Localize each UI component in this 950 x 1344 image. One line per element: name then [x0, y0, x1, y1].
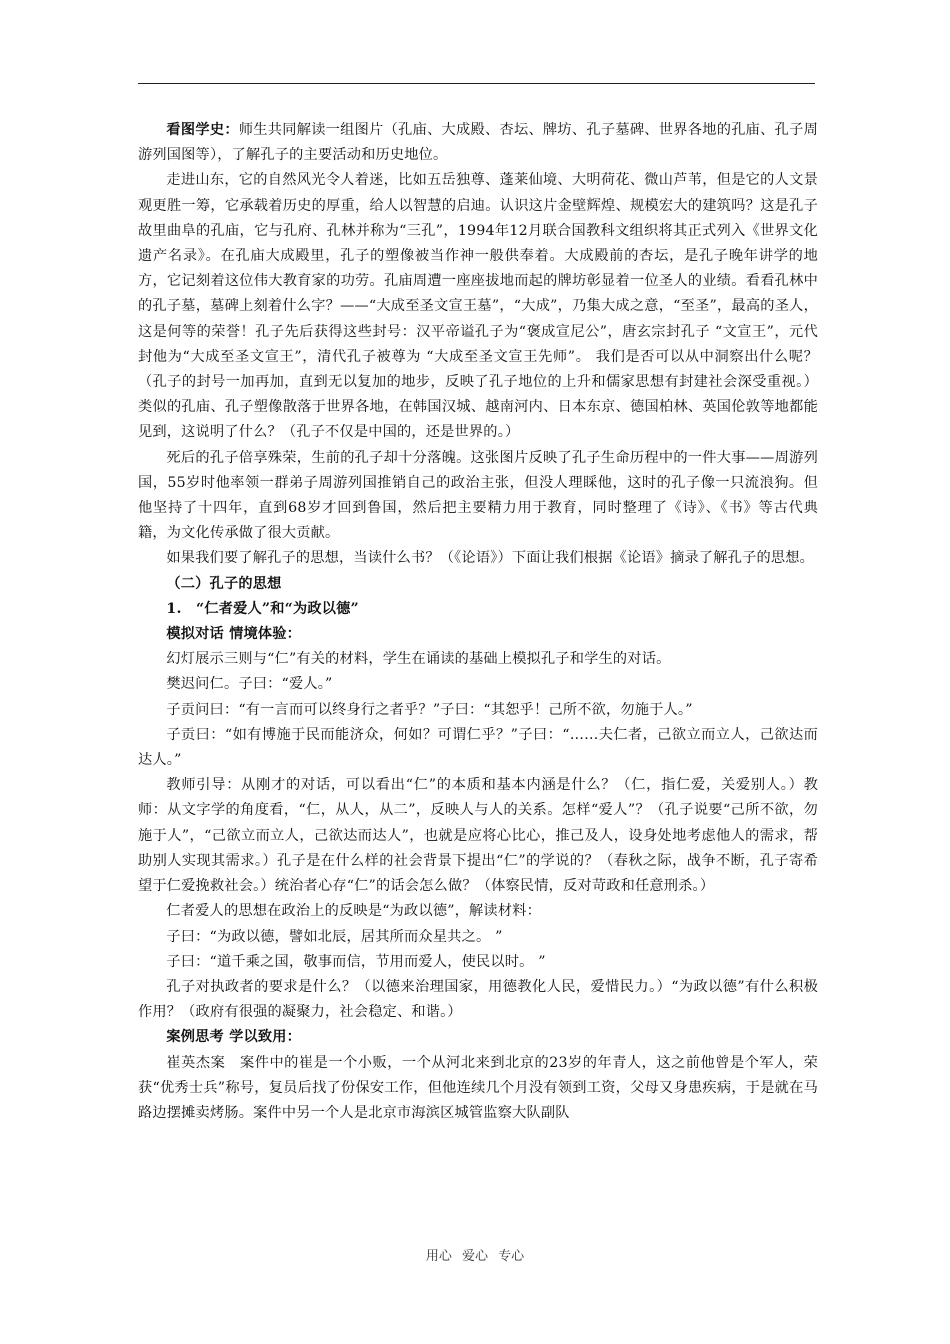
- page-footer: 用心 爱心 专心: [425, 1249, 525, 1264]
- paragraph-text: 走进山东，它的自然风光令人着迷，比如五岳独尊、蓬莱仙境、大明荷花、微山芦苇，但是它的人文景观更胜一筹，它承载着历史的厚重，给人以智慧的启迪。认识这片金壁辉煌、规模宏大的建筑吗？这是孔子故里曲阜的孔庙，它与孔府、孔林并称为“三孔”，1994年12月联合国教科文组织将其正式列入《世界文化遗产名录》。在孔庙大成殿里，孔子的塑像被当作神一般供奉着。大成殿前的杏坛，是孔子晚年讲学的地方，它记刻着这位伟大教育家的功劳。孔庙周遭一座座拔地而起的牌坊彰显着一位圣人的业绩。看看孔林中的孔子墓，墓碑上刻着什么字？——“大成至圣文宣王墓”，“大成”，乃集大成之意，“至圣”，最高的圣人，这是何等的荣誉！孔子先后获得这些封号：汉平帝谥孔子为“褒成宣尼公”，唐玄宗封孔子 “文宣王”，元代封他为“大成至圣文宣王”，清代孔子被尊为 “大成至圣文宣王先师”。 我们是否可以从中洞察出什么呢？（孔子的封号一加再加，直到无以复加的地步，反映了孔子地位的上升和儒家思想有封建社会深受重视。）类似的孔庙、孔子塑像散落于世界各地，在韩国汉城、越南河内、日本东京、德国柏林、英国伦敦等地都能见到，这说明了什么？（孔子不仅是中国的，还是世界的。）: [138, 172, 818, 441]
- section-heading: 模拟对话 情境体验：: [166, 626, 302, 643]
- paragraph-text: 崔英杰案 案件中的崔是一个小贩，一个从河北来到北京的23岁的年青人，这之前他曾是个军人，荣获“优秀士兵”称号，复员后找了份保安工作，但他连续几个月没有领到工资，父母又身患疾病，于是就在马路边摆摊卖烤肠。案件中另一个人是北京市海滨区城管监察大队副队: [138, 1054, 818, 1121]
- paragraph: [138, 168, 818, 445]
- paragraph-text: 子曰：“道千乘之国，敬事而信，节用而爱人，使民以时。 ”: [166, 953, 546, 970]
- paragraph: [138, 723, 818, 773]
- paragraph: [138, 950, 818, 975]
- section-heading: 案例思考 学以致用：: [166, 1029, 302, 1046]
- paragraph-text: 樊迟问仁。子曰：“爱人。”: [166, 676, 333, 693]
- paragraph-text: 幻灯展示三则与“仁”有关的材料，学生在诵读的基础上模拟孔子和学生的对话。: [166, 651, 671, 668]
- paragraph: [138, 975, 818, 1025]
- paragraph-text: 子贡曰：“如有博施于民而能济众，何如？可谓仁乎？”子曰：“……夫仁者，己欲立而立人，己欲达而达人。”: [138, 726, 818, 769]
- paragraph-text: 仁者爱人的思想在政治上的反映是“为政以德”，解读材料：: [166, 903, 541, 920]
- paragraph: [138, 773, 818, 899]
- paragraph: [138, 899, 818, 924]
- paragraph-text: 如果我们要了解孔子的思想，当读什么书？（《论语》）下面让我们根据《论语》摘录了解孔子的思想。: [166, 550, 815, 567]
- paragraph: [138, 647, 818, 672]
- section-heading: （二）孔子的思想: [166, 575, 282, 592]
- paragraph: [138, 672, 818, 697]
- paragraph: [138, 546, 818, 571]
- header-rule: [138, 83, 815, 84]
- paragraph: [138, 118, 818, 168]
- paragraph-text: 师生共同解读一组图片（孔庙、大成殿、杏坛、牌坊、孔子墓碑、世界各地的孔庙、孔子周游列国图等），了解孔子的主要活动和历史地位。: [138, 122, 818, 164]
- paragraph: [138, 1051, 818, 1127]
- section-heading: 1. “仁者爱人”和“为政以德”: [166, 600, 359, 617]
- paragraph-text: 子贡问曰：“有一言而可以终身行之者乎？”子曰：“其恕乎！己所不欲，勿施于人。”: [166, 701, 693, 718]
- document-body: [138, 118, 818, 1126]
- paragraph-lead: 看图学史：: [166, 122, 239, 138]
- paragraph: [138, 698, 818, 723]
- paragraph-text: 死后的孔子倍享殊荣，生前的孔子却十分落魄。这张图片反映了孔子生命历程中的一件大事——周游列国，55岁时他率领一群弟子周游列国推销自己的政治主张，但没人理睬他，这时的孔子像一只流浪狗。但他坚持了十四年，直到68岁才回到鲁国，然后把主要精力用于教育，同时整理了《诗》、《书》等古代典籍，为文化传承做了很大贡献。: [138, 449, 818, 542]
- paragraph-text: 子曰：“为政以德，譬如北辰，居其所而众星共之。 ”: [166, 928, 503, 945]
- paragraph-text: 孔子对执政者的要求是什么？（以德来治理国家，用德教化人民，爱惜民力。）“为政以德”有什么积极作用？（政府有很强的凝聚力，社会稳定、和谐。）: [138, 978, 818, 1021]
- paragraph-text: 教师引导：从刚才的对话，可以看出“仁”的本质和基本内涵是什么？（仁，指仁爱，关爱别人。）教师：从文字学的角度看，“仁，从人，从二”，反映人与人的关系。怎样“爱人”？（孔子说要“己所不欲，勿施于人”，“己欲立而立人，己欲达而达人”，也就是应将心比心，推己及人，设身处地考虑他人的需求，帮助别人实现其需求。）孔子是在什么样的社会背景下提出“仁”的学说的？（春秋之际，战争不断，孔子寄希望于仁爱挽救社会。）统治者心存“仁”的话会怎么做？（体察民情，反对苛政和任意刑杀。）: [138, 777, 818, 895]
- paragraph: [138, 925, 818, 950]
- paragraph: [138, 446, 818, 547]
